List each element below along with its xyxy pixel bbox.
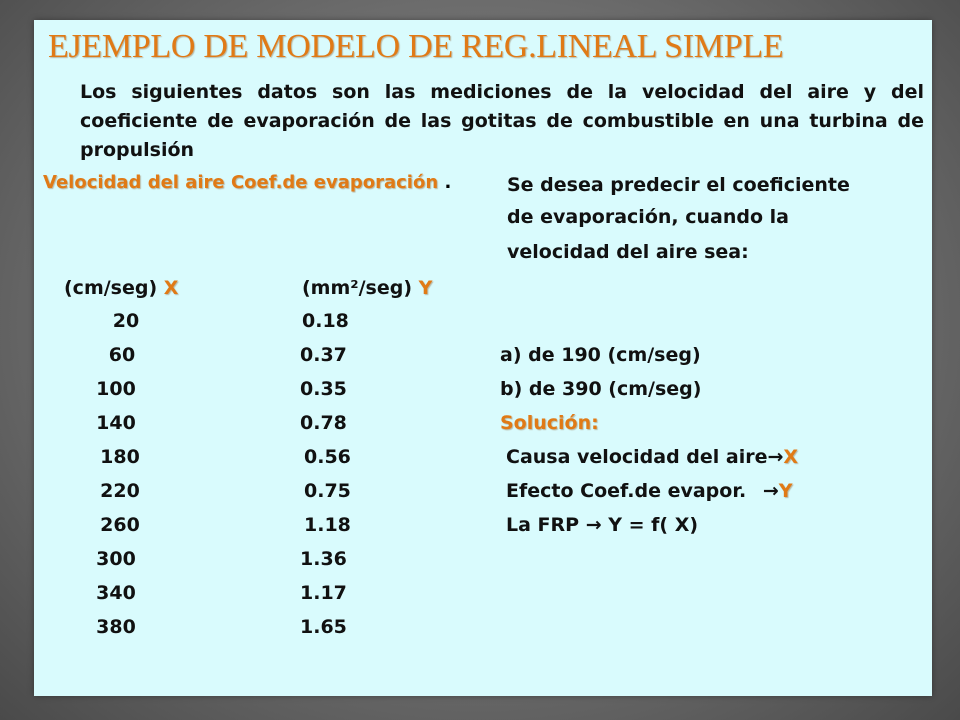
effect-variable: Y xyxy=(778,480,793,502)
frp-line xyxy=(506,514,698,536)
table-cell-y: 1.17 xyxy=(300,582,347,604)
arrow-icon: → xyxy=(767,446,784,468)
arrow-icon: → xyxy=(585,514,602,536)
y-unit-header xyxy=(302,277,432,299)
table-cell-x: 340 xyxy=(96,582,136,604)
y-variable: Y xyxy=(418,277,433,299)
table-cell-y: 0.56 xyxy=(304,446,351,468)
frp-formula: Y = f( X) xyxy=(608,514,699,536)
y-unit: (mm²/seg) xyxy=(302,277,413,299)
answer-b: b) de 390 (cm/seg) xyxy=(500,378,702,400)
slide-title: EJEMPLO DE MODELO DE REG.LINEAL SIMPLE xyxy=(48,28,784,65)
table-cell-x: 100 xyxy=(96,378,136,400)
table-cell-x: 180 xyxy=(100,446,140,468)
intro-paragraph: Los siguientes datos son las mediciones de la velocidad del aire y del coeficiente de evaporación de las gotitas de combustible en una turbina de propulsión xyxy=(80,81,924,161)
effect-line xyxy=(506,480,793,502)
table-cell-y: 0.35 xyxy=(300,378,347,400)
x-unit-header xyxy=(64,277,178,299)
table-cell-x: 260 xyxy=(100,514,140,536)
frp-text: La FRP xyxy=(506,514,580,536)
cause-line xyxy=(506,446,798,468)
solution-label: Solución: xyxy=(500,412,599,434)
table-cell-x: 380 xyxy=(96,616,136,638)
table-cell-y: 1.18 xyxy=(304,514,351,536)
table-cell-x: 140 xyxy=(96,412,136,434)
table-cell-y: 0.18 xyxy=(302,310,349,332)
table-cell-x: 220 xyxy=(100,480,140,502)
table-cell-y: 1.65 xyxy=(300,616,347,638)
table-cell-y: 0.75 xyxy=(304,480,351,502)
question-line-3: velocidad del aire sea: xyxy=(507,241,749,263)
answer-a: a) de 190 (cm/seg) xyxy=(500,344,701,366)
table-cell-x: 20 xyxy=(112,310,140,332)
arrow-icon: → xyxy=(762,480,779,502)
velocity-header: Velocidad del aire xyxy=(43,172,225,193)
x-variable: X xyxy=(163,277,179,299)
cause-text: Causa velocidad del aire xyxy=(506,446,768,468)
question-line-2: de evaporación, cuando la xyxy=(507,206,789,228)
table-cell-y: 1.36 xyxy=(300,548,347,570)
table-cell-x: 300 xyxy=(96,548,136,570)
x-unit: (cm/seg) xyxy=(64,277,158,299)
effect-text: Efecto Coef.de evapor. xyxy=(506,480,747,502)
header-dot: . xyxy=(444,172,452,193)
cause-variable: X xyxy=(783,446,799,468)
table-cell-y: 0.37 xyxy=(300,344,347,366)
table-cell-x: 60 xyxy=(108,344,136,366)
slide xyxy=(34,20,932,696)
column-headers xyxy=(43,172,451,193)
table-cell-y: 0.78 xyxy=(300,412,347,434)
coef-header: Coef.de evaporación xyxy=(230,172,439,193)
question-line-1: Se desea predecir el coeficiente xyxy=(507,174,850,196)
